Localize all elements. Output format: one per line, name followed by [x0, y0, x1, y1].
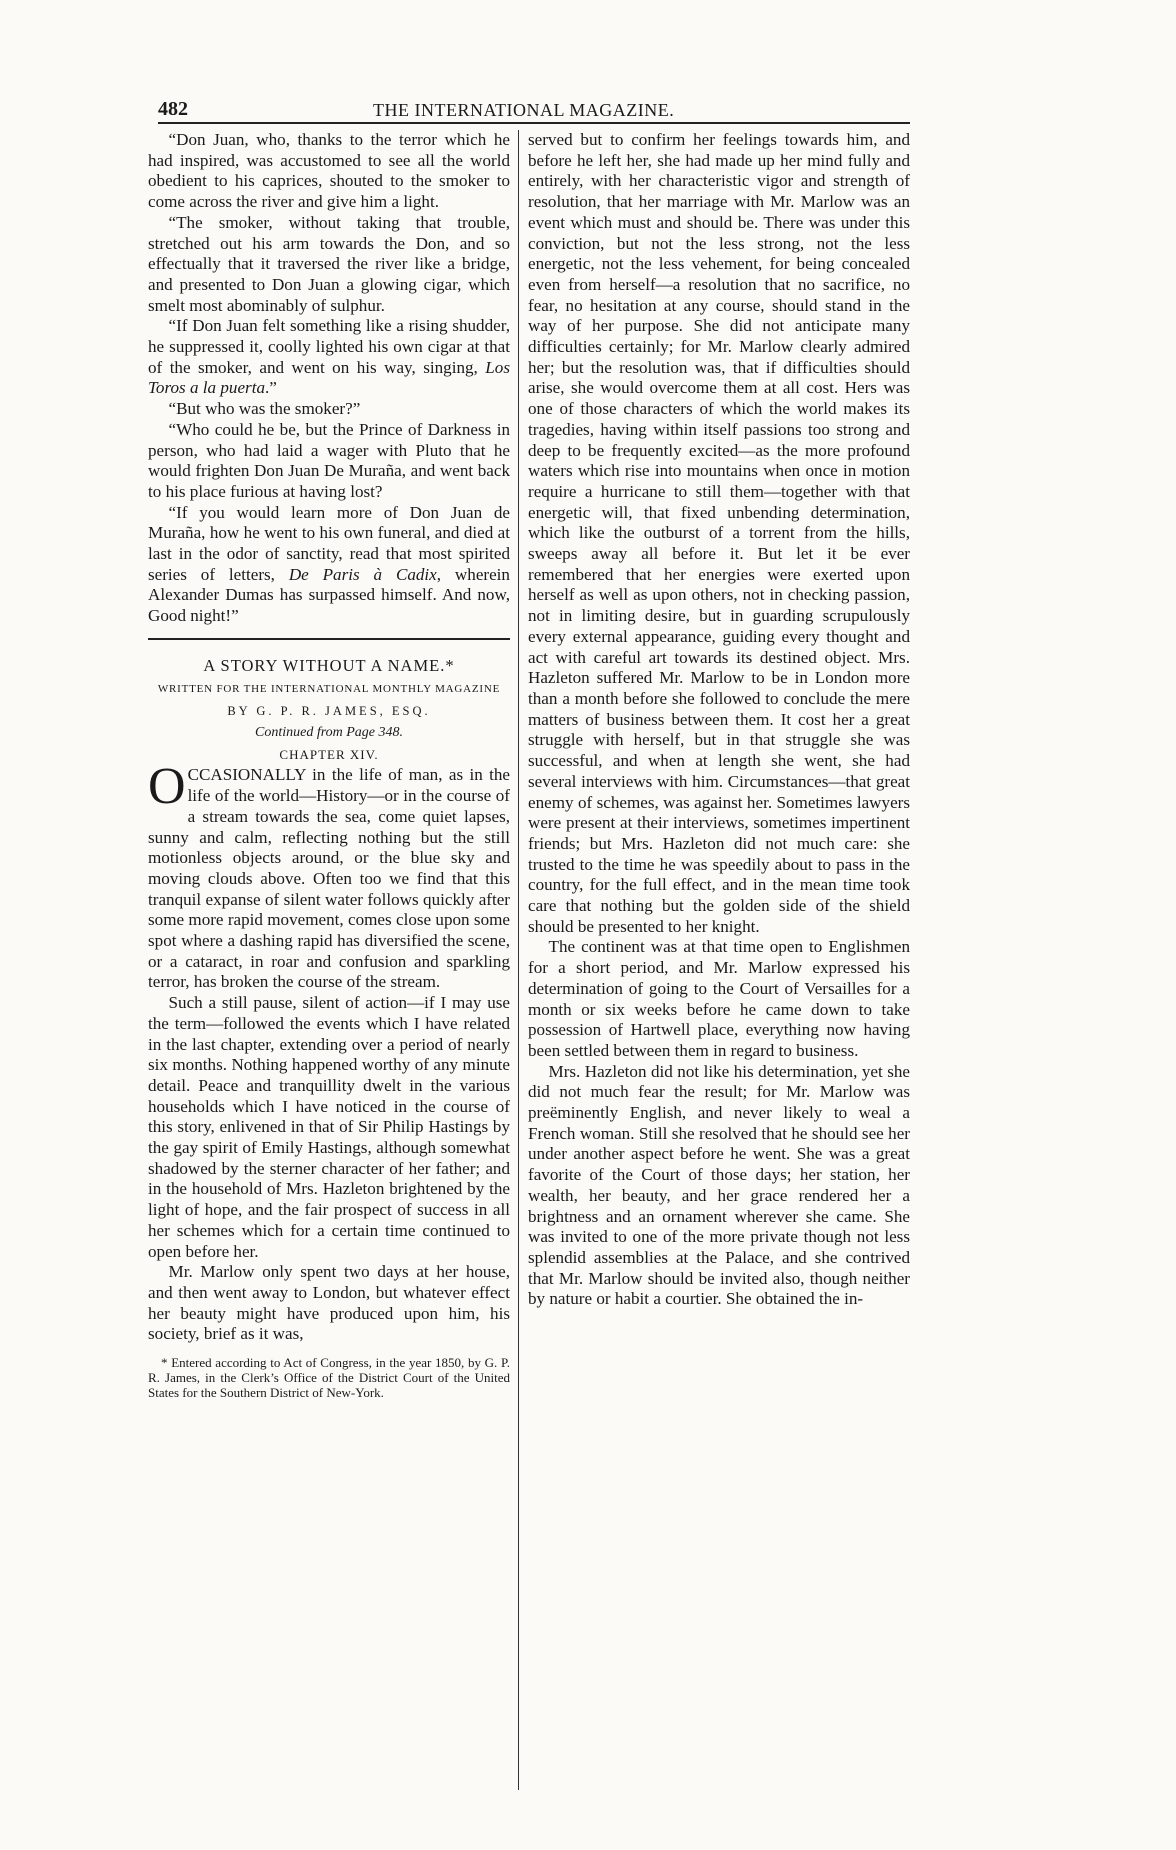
- text-run: CCASIONALLY in the life of man, as in the life of the world—History—or in the course of a stream towards the sea, come quiet lapses, sunny and calm, reflecting nothing but the still motionless objects around, or the blue sky and moving clouds above. Often too we find that this tranquil expanse of silent water follows quickly after some more rapid movement, comes close upon some spot where a dashing rapid has diversified the scene, or a cataract, in roar and confusion and sparkling terror, has broken the course of the stream.: [148, 765, 510, 992]
- text-run: “If you would learn more of Don Juan de Muraña, how he went to his own funeral, and died at last in the odor of sanctity, read that most spirited series of letters,: [148, 502, 510, 584]
- column-divider: [518, 130, 519, 1790]
- page-header: [158, 98, 910, 124]
- running-head: THE INTERNATIONAL MAGAZINE.: [373, 100, 675, 120]
- page-number: 482: [158, 98, 188, 120]
- footnote: [148, 1355, 510, 1400]
- written-for-line: WRITTEN FOR THE INTERNATIONAL MONTHLY MAGAZINE: [157, 682, 501, 695]
- paragraph: The continent was at that time open to Englishmen for a short period, and Mr. Marlow expressed his determination of going to the Court of Versailles for a month or six weeks before he came down to take possession of Hartwell place, everything now having been settled between them in regard to business.: [528, 937, 910, 1060]
- paragraph: [148, 503, 510, 627]
- continued-note: Continued from Page 348.: [254, 724, 404, 740]
- paragraph: [148, 316, 510, 399]
- footnote-text: Entered according to Act of Congress, in the year 1850, by G. P. R. James, in the Clerk’s Office of the District Court of the United States for the Southern District of New-York.: [148, 1355, 510, 1401]
- paragraph: “The smoker, without taking that trouble, stretched out his arm towards the Don, and so effectually that it traversed the river like a bridge, and presented to Don Juan a glowing cigar, which smelt most abominably of sulphur.: [148, 212, 510, 315]
- text-run: .”: [265, 378, 277, 398]
- story-title: A STORY WITHOUT A NAME.*: [203, 655, 455, 675]
- text-run: “If Don Juan felt something like a rising shudder, he suppressed it, coolly lighted his own cigar at that of the smoker, and went on his way, singing,: [148, 316, 510, 377]
- paragraph: “Who could he be, but the Prince of Darkness in person, who had laid a wager with Pluto that he would frighten Don Juan De Muraña, and went back to his place furious at having lost?: [148, 419, 510, 501]
- paragraph: Such a still pause, silent of action—if I may use the term—followed the events which I have related in the last chapter, extending over a period of nearly six months. Nothing happened worthy of any minute detail. Peace and tranquillity dwelt in the various households which I have noticed in the course of this story, enlivened in that of Sir Philip Hastings by the gay spirit of Emily Hastings, although somewhat shadowed by the sterner character of her father; and in the household of Mrs. Hazleton brightened by the light of hope, and the fair prospect of success in all her schemes which for a certain time continued to open before her.: [148, 993, 510, 1261]
- paragraph: “But who was the smoker?”: [168, 399, 361, 419]
- left-column: [148, 130, 510, 1400]
- chapter-heading: CHAPTER XIV.: [279, 746, 379, 762]
- footnote-marker: *: [161, 1355, 168, 1371]
- italic-song-title: Los Toros a la puerta: [148, 357, 510, 398]
- byline: BY G. P. R. JAMES, ESQ.: [227, 704, 431, 719]
- paragraph: Mr. Marlow only spent two days at her house, and then went away to London, but whatever effect her beauty might have produced upon him, his society, brief as it was,: [148, 1262, 510, 1344]
- header-rule: [158, 122, 910, 124]
- paragraph: Mrs. Hazleton did not like his determination, yet she did not much fear the result; for Mr. Marlow was preëminently English, and never likely to weal a French woman. Still she resolved that he should see her under another aspect before he went. She was a great favorite of the Court of those days; her station, her wealth, her beauty, and her grace rendered her a brightness and an ornament wherever she came. She was invited to one of the more private though not less splendid assemblies at the Palace, and she contrived that Mr. Marlow should be invited also, though neither by nature or habit a courtier. She obtained the in-: [528, 1061, 910, 1309]
- drop-cap: O: [148, 758, 186, 816]
- text-run: , wherein Alexander Dumas has surpassed himself. And now, Good night!”: [148, 564, 510, 626]
- opening-paragraph: [148, 758, 510, 993]
- section-divider: [148, 638, 510, 640]
- paragraph: served but to confirm her feelings towards him, and before he left her, she had made up her mind fully and entirely, with her characteristic vigor and strength of resolution, that her marriage with Mr. Marlow was an event which must and should be. There was under this conviction, but not the less strong, not the less energetic, not the less vehement, for being concealed even from herself—a resolution that no sacrifice, no fear, no hesitation at any course, should stand in the way of her purpose. She did not anticipate many difficulties certainly; for Mr. Marlow clearly admired her; but the resolution was, that if difficulties should arise, she would overcome them at all cost. Hers was one of those characters of which the world makes its tragedies, having within itself passions too strong and deep to be frequently excited—as the more profound waters which rise into mountains when once in motion require a hurricane to still them—together with that energetic will, that fixed unbending determination, which like the outburst of a torrent from the hills, sweeps away all before it. But let it be ever remembered that her energies were exerted upon herself as well as upon others, not in checking passion, not in limiting desire, but in guarding scrupulously every external appearance, guiding every thought and act with careful art towards its destined object. Mrs. Hazleton suffered Mr. Marlow to be in London more than a month before she followed to conclude the mere matters of business between them. It cost her a great struggle with herself, but in that struggle she was successful, and when at length she went, she had several interviews with him. Circumstances—that great enemy of schemes, was against her. Sometimes lawyers were present at their interviews, sometimes impertinent friends; but Mrs. Hazleton did not much care: she trusted to the time he was speedily about to pass in the country, for the full effect, and in the mean time took care that nothing but the golden side of the shield should be presented to her knight.: [528, 130, 910, 936]
- right-column: [528, 130, 910, 1310]
- italic-book-title: De Paris à Cadix: [288, 564, 437, 584]
- paragraph: “Don Juan, who, thanks to the terror which he had inspired, was accustomed to see all the world obedient to his caprices, shouted to the smoker to come across the river and give him a light.: [148, 130, 510, 212]
